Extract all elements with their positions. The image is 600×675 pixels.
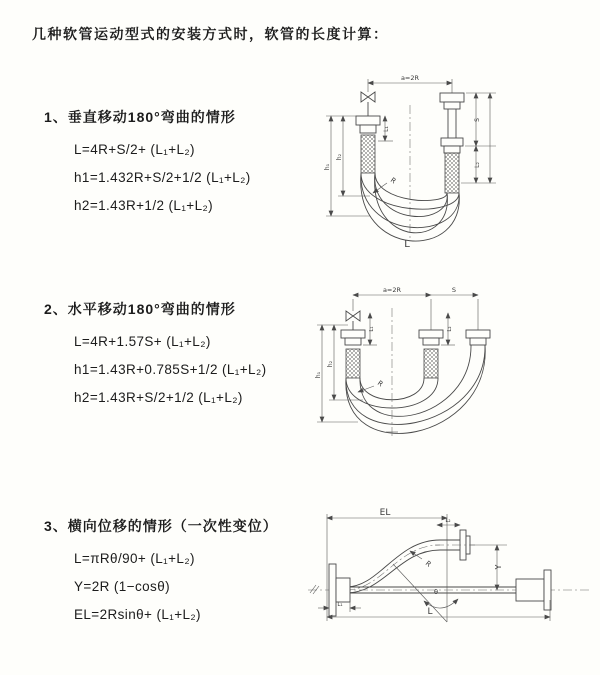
dim-label-y: Y <box>494 564 503 570</box>
dim-label-r: R <box>388 176 398 186</box>
section-2-formulas <box>74 328 266 412</box>
flange-fitting <box>329 564 350 616</box>
dim-label-l1: L₁ <box>383 126 390 132</box>
valve-icon <box>361 92 375 116</box>
braided-hose-section <box>346 349 360 378</box>
diagram-lateral-displacement <box>300 500 600 650</box>
dim-label-l1: L₁ <box>337 602 343 608</box>
dim-label-l2: L₂ <box>474 162 481 168</box>
section-2 <box>44 299 266 412</box>
dim-label-h1: h₁ <box>315 371 322 379</box>
dim-label-r: R <box>423 559 433 569</box>
formula-line: h2=1.43R+1/2 (L₁+L₂) <box>74 198 214 213</box>
section-3 <box>44 516 278 629</box>
flange-fitting <box>440 93 464 109</box>
dim-label-h1: h₁ <box>324 163 331 171</box>
dim-label-theta: θ <box>434 588 438 596</box>
formula-line: Y=2R (1−cosθ) <box>74 579 170 594</box>
formula-line: h1=1.43R+0.785S+1/2 (L₁+L₂) <box>74 362 267 377</box>
dim-label-l2: L₂ <box>445 518 451 524</box>
formula-line: L=πRθ/90+ (L₁+L₂) <box>74 551 195 566</box>
flange-fitting <box>441 138 463 153</box>
flange-fitting <box>341 330 365 345</box>
valve-icon <box>346 311 360 330</box>
dim-label-a2r: a=2R <box>382 286 402 294</box>
formula-line: L=4R+1.57S+ (L₁+L₂) <box>74 334 211 349</box>
dim-label-l: L <box>427 607 433 617</box>
braided-hose-section <box>424 349 438 378</box>
diagram-vertical-bend <box>300 63 590 258</box>
pipe-break-mark <box>310 585 319 594</box>
dim-label-el: EL <box>379 508 391 518</box>
section-1-heading: 1、垂直移动180°弯曲的情形 <box>44 109 236 125</box>
dim-label-h2: h₂ <box>336 153 343 161</box>
section-3-heading: 3、横向位移的情形（一次性变位） <box>44 518 278 534</box>
dim-label-l1: L₁ <box>369 326 375 332</box>
dim-label-l: L <box>404 239 410 250</box>
flange-fitting <box>466 330 490 345</box>
page-title: 几种软管运动型式的安装方式时，软管的长度计算： <box>32 26 389 42</box>
flange-fitting <box>516 570 551 610</box>
braided-hose-section <box>361 135 375 173</box>
section-1-formulas <box>74 136 251 220</box>
dim-label-s: S <box>474 118 481 122</box>
dim-label-a2r: a=2R <box>400 74 420 82</box>
formula-line: h2=1.43R+S/2+1/2 (L₁+L₂) <box>74 390 243 405</box>
braided-hose-section <box>445 153 459 193</box>
dim-label-r: R <box>375 379 385 389</box>
flange-fitting <box>356 116 380 133</box>
diagram-horizontal-bend <box>306 283 598 450</box>
flange-fitting <box>419 330 443 345</box>
hose-u-bend-curves <box>346 345 485 433</box>
formula-line: L=4R+S/2+ (L₁+L₂) <box>74 142 195 157</box>
section-3-formulas <box>74 545 278 629</box>
section-2-heading: 2、水平移动180°弯曲的情形 <box>44 301 236 317</box>
dim-label-h2: h₂ <box>327 360 334 368</box>
formula-line: EL=2Rsinθ+ (L₁+L₂) <box>74 607 201 622</box>
section-1 <box>44 107 251 220</box>
formula-line: h1=1.432R+S/2+1/2 (L₁+L₂) <box>74 170 251 185</box>
dim-label-l2: L₂ <box>447 326 453 332</box>
dim-label-s: S <box>451 286 457 294</box>
